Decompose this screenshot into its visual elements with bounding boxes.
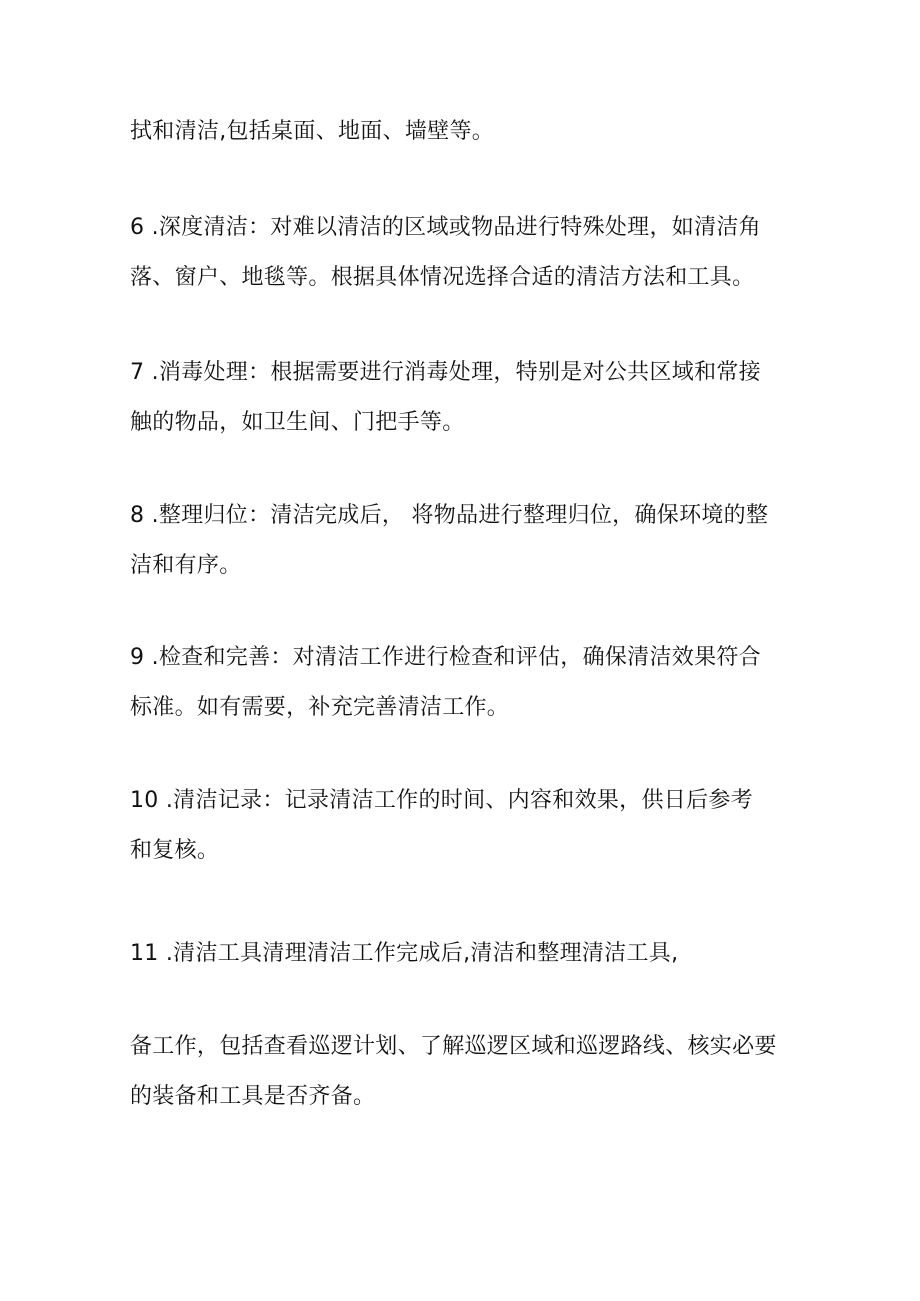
text-line: 标准。如有需要，补充完善清洁工作。 (130, 695, 510, 720)
paragraph-item-9 (130, 633, 800, 733)
text-line: 拭和清洁,包括桌面、地面、墙壁等。 (130, 119, 495, 144)
text-line: 备工作，包括查看巡逻计划、了解巡逻区域和巡逻路线、核实必要 (130, 1034, 777, 1059)
paragraph-wipe-clean (130, 107, 800, 157)
text-line: 落、窗户、地毯等。根据具体情况选择合适的清洁方法和工具。 (130, 265, 755, 290)
paragraph-item-7 (130, 348, 800, 448)
text-line: 9 .检查和完善：对清洁工作进行检查和评估，确保清洁效果符合 (130, 645, 761, 670)
paragraph-item-6 (130, 203, 800, 303)
text-line: 11 .清洁工具清理清洁工作完成后,清洁和整理清洁工具, (130, 941, 679, 966)
text-line: 7 .消毒处理：根据需要进行消毒处理，特别是对公共区域和常接 (130, 360, 761, 385)
text-line: 10 .清洁记录：记录清洁工作的时间、内容和效果，供日后参考 (130, 788, 753, 813)
text-line: 的装备和工具是否齐备。 (130, 1084, 376, 1109)
text-line: 6 .深度清洁：对难以清洁的区域或物品进行特殊处理，如清洁角 (130, 215, 761, 240)
paragraph-item-10 (130, 776, 800, 876)
text-line: 8 .整理归位：清洁完成后， 将物品进行整理归位，确保环境的整 (130, 503, 769, 528)
paragraph-item-8 (130, 491, 800, 591)
text-line: 和复核。 (130, 838, 220, 863)
paragraph-patrol-preparation (130, 1022, 800, 1122)
paragraph-item-11 (130, 929, 800, 979)
text-line: 洁和有序。 (130, 553, 242, 578)
text-line: 触的物品，如卫生间、门把手等。 (130, 410, 465, 435)
